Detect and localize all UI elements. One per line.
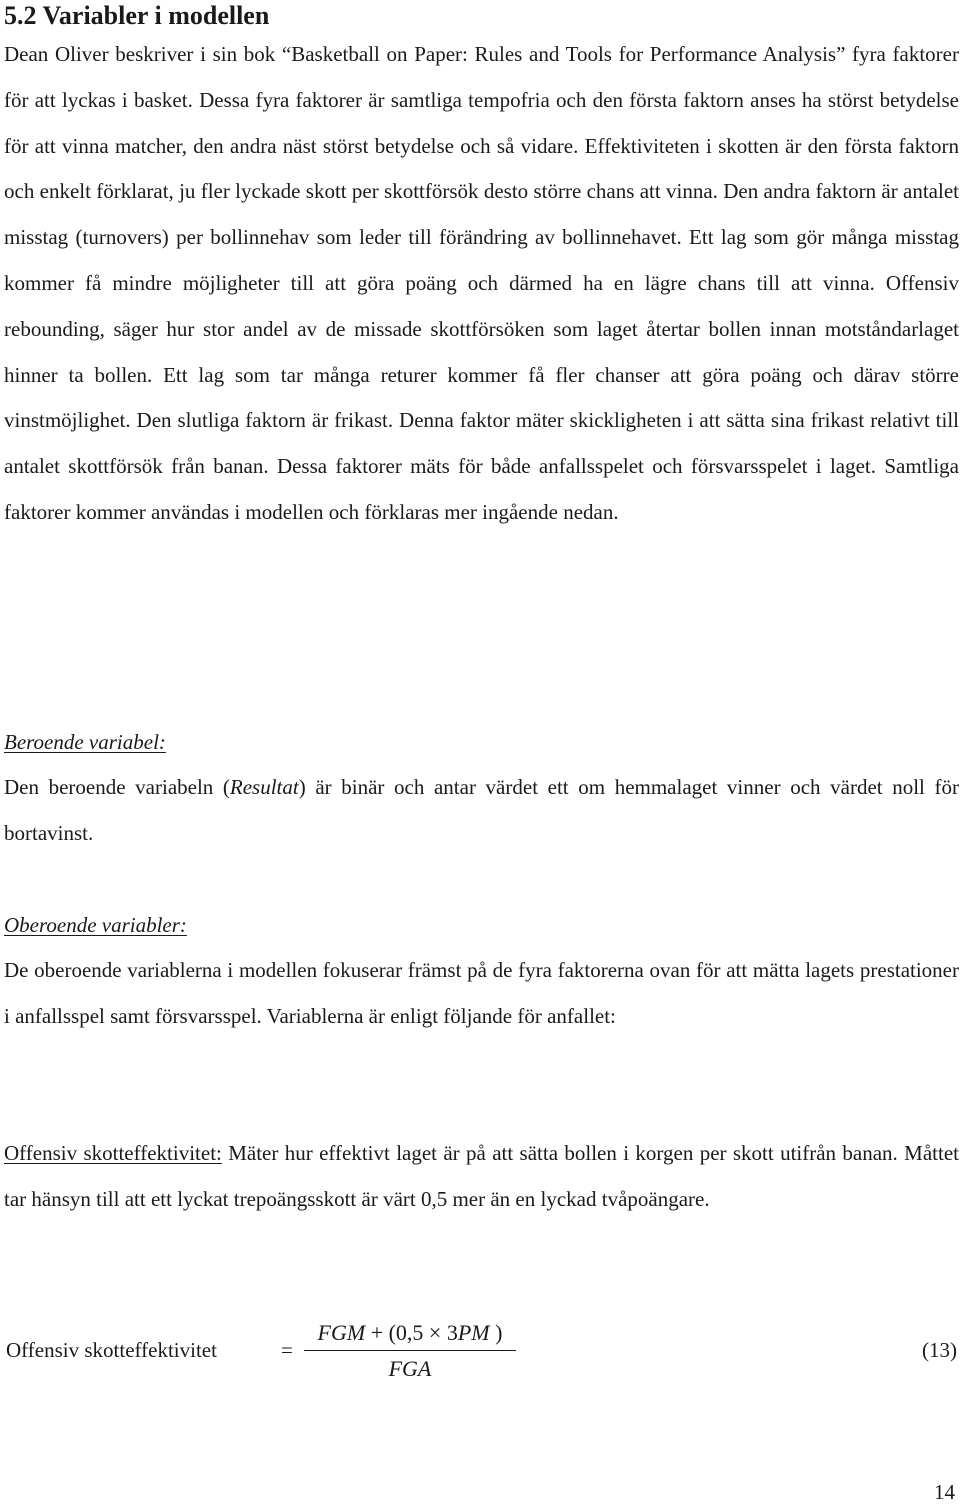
equation-label: Offensiv skotteffektivitet: [6, 1338, 217, 1362]
offensive-shooting-term: Offensiv skotteffektivitet:: [4, 1141, 222, 1165]
dependent-variable-paragraph: [4, 765, 959, 857]
dependent-text-after: ) är binär och antar värdet ett om hemmalaget vinner och värdet noll för bortavinst.: [4, 775, 959, 845]
page-number: 14: [934, 1480, 955, 1504]
numerator-pm: PM: [457, 1320, 490, 1345]
dependent-text-before: Den beroende variabeln (: [4, 775, 230, 799]
offensive-shooting-text: Mäter hur effektivt laget är på att sätta bollen i korgen per skott utifrån banan. Måttet tar hänsyn till att ett lyckat trepoängsskott är värt 0,5 mer än en lyckad tvåpoängare.: [4, 1141, 959, 1211]
numerator-operator: + (0,5 × 3: [365, 1320, 458, 1345]
numerator-fgm: FGM: [317, 1320, 366, 1345]
equation-fraction: [304, 1318, 516, 1384]
equation-equals: =: [281, 1338, 293, 1362]
equation-numerator: [304, 1318, 516, 1348]
section-heading: 5.2 Variabler i modellen: [4, 1, 270, 30]
dependent-variable-name: Resultat: [229, 775, 299, 799]
offensive-shooting-paragraph: [4, 1131, 959, 1223]
equation-denominator: FGA: [388, 1356, 432, 1381]
independent-variables-paragraph: De oberoende variablerna i modellen fokuserar främst på de fyra faktorerna ovan för att mätta lagets prestationer i anfallsspel samt försvarsspel. Variablerna är enligt följande för anfallet:: [4, 958, 959, 1028]
numerator-close: ): [489, 1320, 503, 1345]
dependent-variable-title: Beroende variabel:: [4, 730, 166, 754]
equation-number: (13): [922, 1338, 957, 1362]
fraction-bar: [304, 1350, 516, 1351]
equation-13: [4, 1318, 959, 1388]
intro-paragraph: Dean Oliver beskriver i sin bok “Basketball on Paper: Rules and Tools for Performance Analysis” fyra faktorer för att lyckas i basket. Dessa fyra faktorer är samtliga tempofria och den första faktorn anses ha störst betydelse för att vinna matcher, den andra näst störst betydelse och så vidare. Effektiviteten i skotten är den första faktorn och enkelt förklarat, ju fler lyckade skott per skottförsök desto större chans att vinna. Den andra faktorn är antalet misstag (turnovers) per bollinnehav som leder till förändring av bollinnehavet. Ett lag som gör många misstag kommer få mindre möjligheter till att göra poäng och därmed ha en lägre chans till att vinna. Offensiv rebounding, säger hur stor andel av de missade skottförsöken som laget återtar bollen innan motståndarlaget hinner ta bollen. Ett lag som tar många returer kommer få fler chanser att göra poäng och därav större vinstmöjlighet. Den slutliga faktorn är frikast. Denna faktor mäter skickligheten i att sätta sina frikast relativt till antalet skottförsök från banan. Dessa faktorer mäts för både anfallsspelet och försvarsspelet i laget. Samtliga faktorer kommer användas i modellen och förklaras mer ingående nedan.: [4, 42, 959, 524]
independent-variables-title: Oberoende variabler:: [4, 913, 187, 937]
